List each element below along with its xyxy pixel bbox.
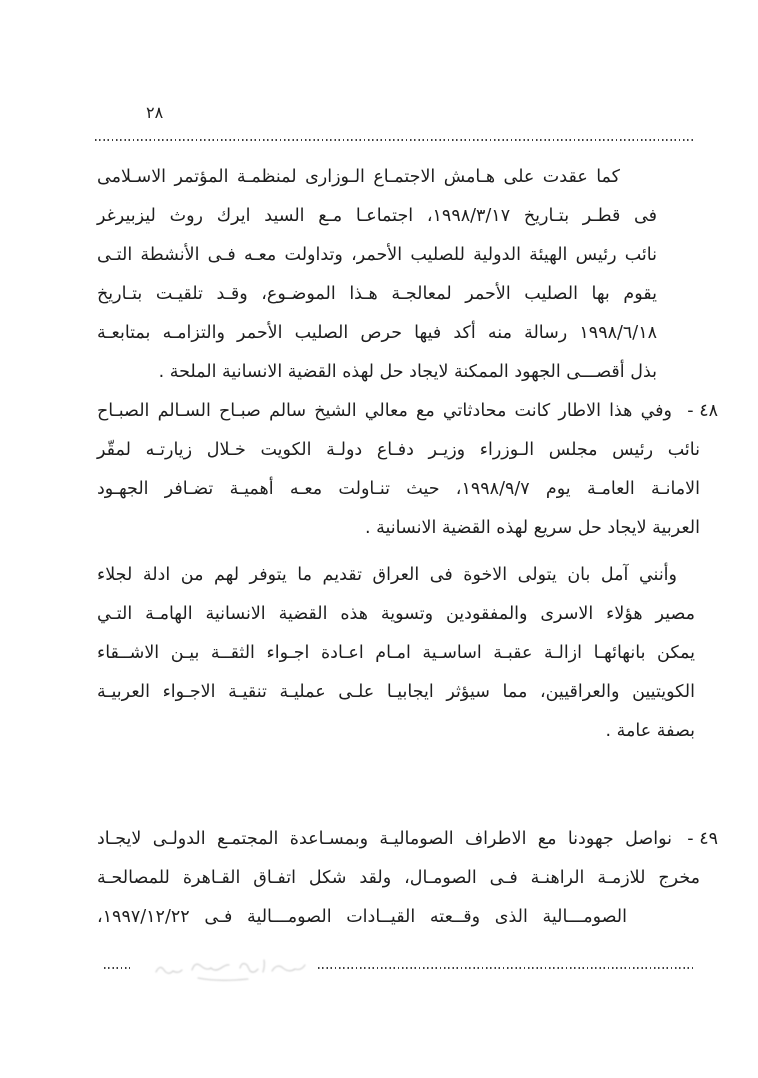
paragraph-intro-line: ١٩٩٨/٦/١٨ رسالة منه أكد فيها حرص الصليب الأحمر والتزامـه بمتابعـة: [97, 323, 657, 343]
paragraph-48-line: نائب رئيس مجلس الـوزراء وزيـر دفـاع دولـة الكويت خـلال زيارتـه لمقّر: [97, 440, 700, 460]
paragraph-48-line: وفي هذا الاطار كانت محادثاتي مع معالي الشيخ سالم صبـاح السـالم الصبـاح: [97, 401, 672, 421]
paragraph-48b-line: بصفة عامة .: [605, 721, 695, 741]
paragraph-48-line: الامانـة العامـة يوم ١٩٩٨/٩/٧، حيث تنـاولت معـه أهميـة تضـافر الجهـود: [97, 479, 700, 499]
top-divider-dotted-rule: [95, 139, 694, 141]
paragraph-intro-line: بذل أقصـــى الجهود الممكنة لايجاد حل لهذه القضية الانسانية الملحة .: [158, 362, 657, 382]
paragraph-49: [97, 820, 718, 937]
paragraph-intro: [97, 158, 657, 392]
bottom-divider-dotted-rule-short: [104, 967, 130, 969]
paragraph-48b-line: مصير هؤلاء الاسرى والمفقودين وتسوية هذه القضية الانسانية الهامـة التـي: [97, 604, 695, 624]
paragraph-intro-line: نائب رئيس الهيئة الدولية للصليب الأحمر، وتداولت معـه فـى الأنشطة التـى: [97, 245, 657, 265]
paragraph-intro-line: فى قطـر بتـاريخ ١٩٩٨/٣/١٧، اجتماعـا مـع السيد ايرك روث ليزبيرغر: [97, 206, 657, 226]
bottom-divider-dotted-rule-long: [318, 967, 694, 969]
paragraph-48-continuation: [97, 556, 695, 751]
paragraph-49-line: مخرج للازمـة الراهنـة فـى الصومـال، ولقد شكل اتفـاق القـاهرة للمصالحـة: [97, 868, 700, 888]
paragraph-intro-line: يقوم بها الصليب الأحمر لمعالجـة هـذا الموضـوع، وقـد تلقيـت بتـاريخ: [97, 284, 657, 304]
paragraph-48b-line: يمكن بانهائهـا ازالـة عقبـة اساسـية امـام اعـادة اجـواء الثقــة بيـن الاشــقاء: [97, 643, 695, 663]
page-number: ٢٨: [146, 103, 164, 122]
paragraph-intro-line: كما عقدت على هـامش الاجتمـاع الـوزارى لمنظمـة المؤتمر الاسـلامى: [97, 167, 620, 187]
paragraph-48: [97, 392, 718, 548]
paragraph-49-line: نواصل جهودنا مع الاطراف الصوماليـة وبمسـاعدة المجتمـع الدولـى لايجـاد: [97, 829, 672, 849]
paragraph-48-line: العربية لايجاد حل سريع لهذه القضية الانسانية .: [364, 518, 700, 538]
paragraph-49-line: الصومـــالية الذى وقــعته القيــادات الصومـــالية فـى ١٩٩٧/١٢/٢٢،: [97, 907, 627, 927]
paragraph-49-number: ٤٩ -: [687, 829, 718, 849]
paragraph-48b-line: وأنني آمل بان يتولى الاخوة فى العراق تقديم ما يتوفر لهم من ادلة لجلاء: [97, 565, 677, 585]
paragraph-48-number: ٤٨ -: [687, 401, 718, 421]
handwriting-smudge: [148, 946, 318, 990]
paragraph-48b-line: الكويتيين والعراقيين، مما سيؤثر ايجابيـا علـى عمليـة تنقيـة الاجـواء العربيـة: [97, 682, 695, 702]
